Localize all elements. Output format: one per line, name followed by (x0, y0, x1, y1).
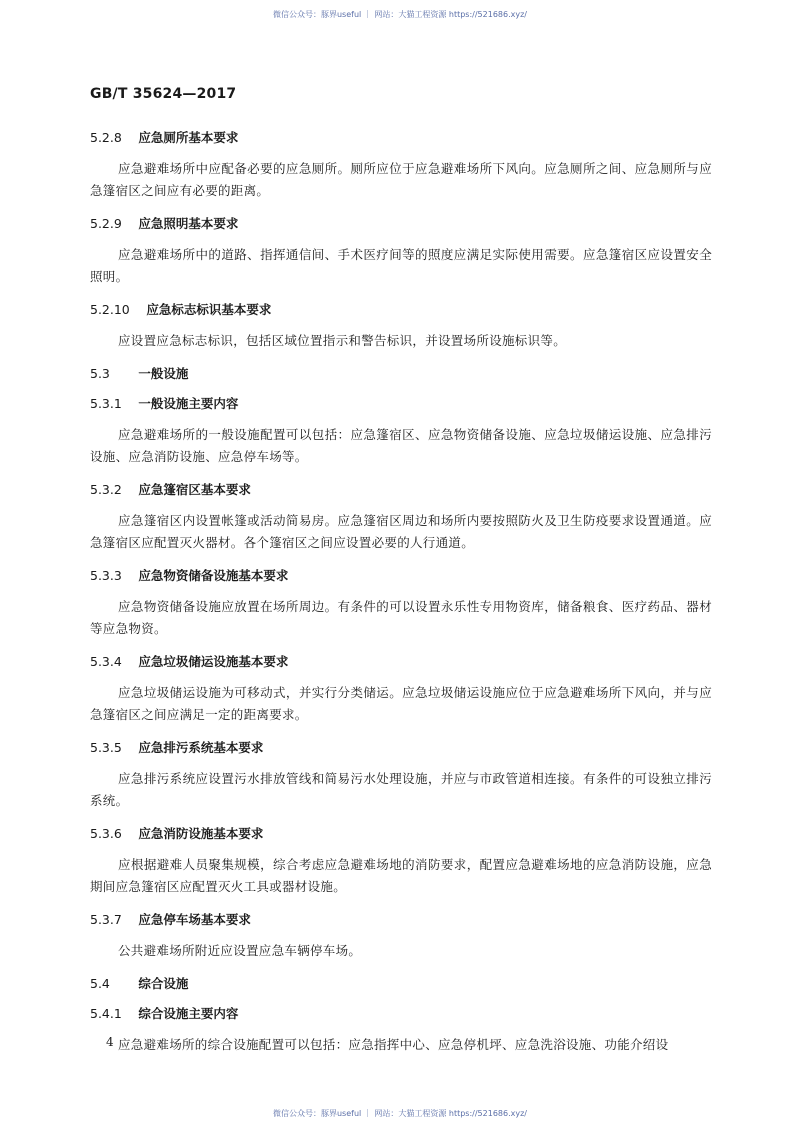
section-number: 5.4 (90, 976, 110, 991)
section-title: 一般设施主要内容 (138, 396, 239, 411)
section-title: 应急垃圾储运设施基本要求 (138, 654, 289, 669)
section-heading-5-3-5 (90, 738, 712, 758)
section-number: 5.3.6 (90, 826, 122, 841)
section-heading-5-3-7 (90, 910, 712, 930)
section-number: 5.3.4 (90, 654, 122, 669)
section-number: 5.3.7 (90, 912, 122, 927)
section-title: 应急标志标识基本要求 (146, 302, 272, 317)
section-heading-5-3 (90, 364, 712, 384)
section-heading-5-2-8 (90, 128, 712, 148)
section-title: 应急消防设施基本要求 (138, 826, 264, 841)
section-number: 5.4.1 (90, 1006, 122, 1021)
section-heading-5-4 (90, 974, 712, 994)
section-number: 5.3.1 (90, 396, 122, 411)
section-number: 5.3 (90, 366, 110, 381)
section-title: 应急篷宿区基本要求 (138, 482, 251, 497)
section-title: 综合设施主要内容 (138, 1006, 239, 1021)
section-heading-5-3-1 (90, 394, 712, 414)
section-paragraph: 应设置应急标志标识，包括区域位置指示和警告标识，并设置场所设施标识等。 (118, 333, 567, 348)
section-heading-5-3-4 (90, 652, 712, 672)
section-paragraph: 公共避难场所附近应设置应急车辆停车场。 (118, 943, 362, 958)
section-number: 5.2.10 (90, 302, 130, 317)
section-heading-5-2-10 (90, 300, 712, 320)
section-title: 应急物资储备设施基本要求 (138, 568, 289, 583)
section-number: 5.3.3 (90, 568, 122, 583)
section-title: 应急排污系统基本要求 (138, 740, 264, 755)
section-number: 5.2.8 (90, 130, 122, 145)
section-heading-5-4-1 (90, 1004, 712, 1024)
section-heading-5-3-2 (90, 480, 712, 500)
section-number: 5.3.2 (90, 482, 122, 497)
section-paragraph: 应急避难场所中应配备必要的应急厕所。厕所应位于应急避难场所下风向。应急厕所之间、应急厕所与应急篷宿区之间应有必要的距离。 (90, 161, 712, 198)
section-heading-5-3-6 (90, 824, 712, 844)
section-title: 应急停车场基本要求 (138, 912, 251, 927)
section-paragraph: 应急避难场所的综合设施配置可以包括：应急指挥中心、应急停机坪、应急洗浴设施、功能介绍设 (118, 1037, 669, 1052)
section-heading-5-3-3 (90, 566, 712, 586)
section-paragraph: 应根据避难人员聚集规模，综合考虑应急避难场地的消防要求，配置应急避难场地的应急消防设施，应急期间应急篷宿区应配置灭火工具或器材设施。 (90, 857, 712, 894)
page-number: 4 (106, 1035, 114, 1049)
watermark-top: 微信公众号：豚界useful ｜ 网站：大猫工程资源 https://521686.xyz/ (272, 10, 528, 19)
document-body (90, 128, 712, 1068)
section-paragraph: 应急垃圾储运设施为可移动式，并实行分类储运。应急垃圾储运设施应位于应急避难场所下风向，并与应急篷宿区之间应满足一定的距离要求。 (90, 685, 712, 722)
watermark-bottom: 微信公众号：豚界useful ｜ 网站：大猫工程资源 https://521686.xyz/ (272, 1109, 528, 1118)
section-paragraph: 应急避难场所的一般设施配置可以包括：应急篷宿区、应急物资储备设施、应急垃圾储运设施、应急排污设施、应急消防设施、应急停车场等。 (90, 427, 712, 464)
section-paragraph: 应急排污系统应设置污水排放管线和简易污水处理设施，并应与市政管道相连接。有条件的可设独立排污系统。 (90, 771, 712, 808)
section-number: 5.3.5 (90, 740, 122, 755)
section-title: 应急照明基本要求 (138, 216, 239, 231)
section-title: 一般设施 (138, 366, 189, 381)
section-number: 5.2.9 (90, 216, 122, 231)
section-title: 应急厕所基本要求 (138, 130, 239, 145)
section-paragraph: 应急篷宿区内设置帐篷或活动简易房。应急篷宿区周边和场所内要按照防火及卫生防疫要求设置通道。应急篷宿区应配置灭火器材。各个篷宿区之间应设置必要的人行通道。 (90, 513, 712, 550)
standard-code: GB/T 35624—2017 (90, 86, 237, 102)
section-paragraph: 应急避难场所中的道路、指挥通信间、手术医疗间等的照度应满足实际使用需要。应急篷宿区应设置安全照明。 (90, 247, 712, 284)
section-title: 综合设施 (138, 976, 189, 991)
section-heading-5-2-9 (90, 214, 712, 234)
section-paragraph: 应急物资储备设施应放置在场所周边。有条件的可以设置永乐性专用物资库，储备粮食、医疗药品、器材等应急物资。 (90, 599, 712, 636)
